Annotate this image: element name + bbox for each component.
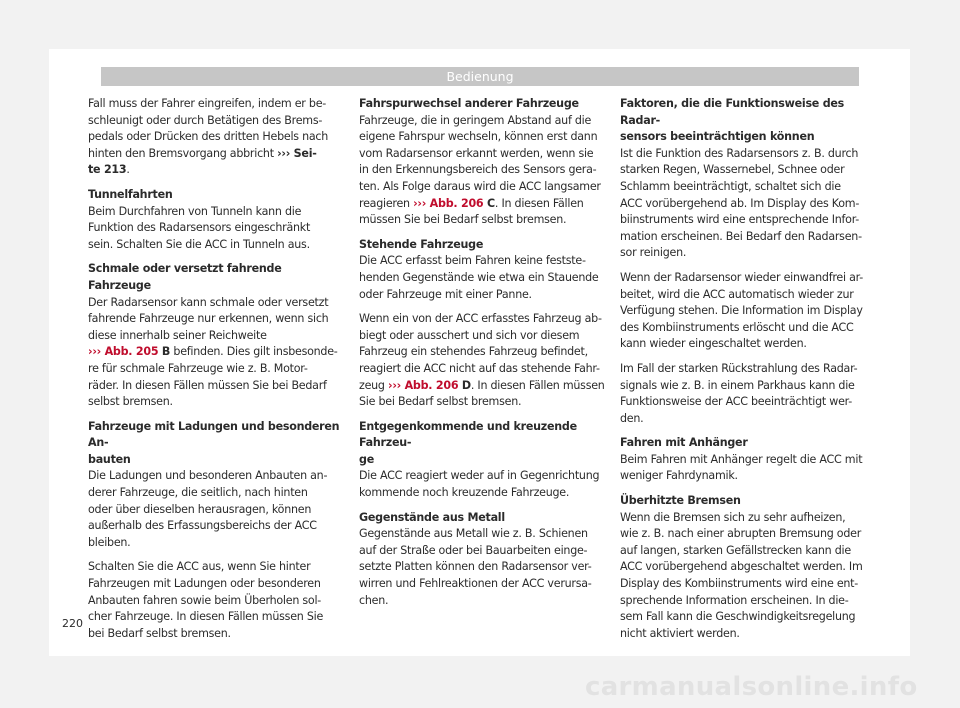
paragraph-factors-2: Wenn der Radarsensor wieder einwandfrei ar- beitet, wird die ACC automatisch wieder zur Verfügung stehen. Die Information im Display des Kombiinstruments erlöscht und die ACC kann wieder eingeschaltet werden. bbox=[620, 270, 864, 351]
stationary-text-b: . In diesen Fällen müssen Sie bei Bedarf selbst bremsen. bbox=[359, 378, 605, 409]
page-number: 220 bbox=[62, 617, 83, 630]
text-column-2 bbox=[359, 96, 611, 609]
figure-letter: B bbox=[158, 345, 171, 359]
paragraph-stationary-2 bbox=[359, 311, 611, 411]
text-column-1 bbox=[88, 96, 340, 642]
heading-brakes: Überhitzte Bremsen bbox=[620, 494, 741, 508]
arrow-ref-icon: ››› bbox=[277, 146, 291, 160]
paragraph-stationary-1: Die ACC erfasst beim Fahren keine festste- henden Gegenstände wie etwa ein Stauende oder Fahrzeuge mit einer Panne. bbox=[359, 254, 599, 301]
figure-205-link[interactable]: Abb. 205 bbox=[100, 345, 159, 359]
paragraph-metal: Gegenstände aus Metall wie z. B. Schienen auf der Straße oder bei Bauarbeiten einge- setzte Platten können den Radarsensor ver- wirren und Fehlreaktionen der ACC verursa- chen. bbox=[359, 527, 592, 607]
paragraph-narrow-vehicles bbox=[88, 295, 340, 411]
heading-factors: Faktoren, die die Funktionsweise des Radar- sensors beeinträchtigen können bbox=[620, 97, 845, 144]
lane-text-b: . In diesen Fällen müssen Sie bei Bedarf selbst bremsen. bbox=[359, 196, 584, 227]
paragraph-loads-2: Schalten Sie die ACC aus, wenn Sie hinter Fahrzeugen mit Ladungen oder besonderen Anbauten fahren sowie beim Überholen sol- cher Fahrzeuge. In diesen Fällen müssen Sie bei Bedarf selbst bremsen. bbox=[88, 560, 324, 640]
figure-206-link[interactable]: Abb. 206 bbox=[400, 378, 459, 392]
heading-stationary: Stehende Fahrzeuge bbox=[359, 237, 484, 251]
arrow-ref-icon: ››› bbox=[413, 196, 427, 210]
intro-end: . bbox=[126, 163, 130, 177]
paragraph-trailer: Beim Fahren mit Anhänger regelt die ACC mit weniger Fahrdynamik. bbox=[620, 452, 863, 483]
heading-metal: Gegenstände aus Metall bbox=[359, 510, 505, 524]
paragraph-brakes: Wenn die Bremsen sich zu sehr aufheizen, wie z. B. nach einer abrupten Bremsung oder auf langen, starken Gefällstrecken kann die ACC vorübergehend abgeschaltet werden. Im Display des Kombiinstruments wird eine ent- sprechende Information erscheinen. In die- sem Fall kann die Geschwindigkeitsregelung nicht aktiviert werden. bbox=[620, 510, 863, 640]
section-header: Bedienung bbox=[101, 67, 859, 86]
heading-trailer: Fahren mit Anhänger bbox=[620, 436, 748, 450]
intro-text: Fall muss der Fahrer eingreifen, indem er be- schleunigt oder durch Betätigen des Brems- pedals oder Drücken des dritten Hebels nach hinten den Bremsvorgang abbricht bbox=[88, 97, 329, 160]
heading-loads: Fahrzeuge mit Ladungen und besonderen An- bauten bbox=[88, 419, 340, 466]
heading-tunnel: Tunnelfahrten bbox=[88, 187, 173, 201]
paragraph-loads-1: Die Ladungen und besonderen Anbauten an- derer Fahrzeuge, die seitlich, nach hinten oder über dieselben herausragen, können außerhalb des Erfassungsbereichs der ACC bleiben. bbox=[88, 469, 328, 549]
figure-206-link[interactable]: Abb. 206 bbox=[426, 196, 484, 210]
narrow-text-b: befinden. Dies gilt insbesonde- re für schmale Fahrzeuge wie z. B. Motor- räder. In diesen Fällen müssen Sie bei Bedarf selbst bremsen. bbox=[88, 345, 338, 409]
arrow-ref-icon: ››› bbox=[388, 378, 401, 392]
narrow-text-a: Der Radarsensor kann schmale oder versetzt fahrende Fahrzeuge nur erkennen, wenn sich diese innerhalb seiner Reichweite bbox=[88, 295, 329, 342]
paragraph-factors-1: Ist die Funktion des Radarsensors z. B. durch starken Regen, Wassernebel, Schnee oder Schlamm beeinträchtigt, schaltet sich die ACC vorübergehend ab. Im Display des Kom- biinstruments wird eine entsprechende Infor- mation erscheinen. Bei Bedarf den Radarsen- sor reinigen. bbox=[620, 146, 862, 260]
page-reference-link[interactable]: Sei- te 213 bbox=[88, 146, 317, 177]
heading-lane-change: Fahrspurwechsel anderer Fahrzeuge bbox=[359, 97, 579, 110]
arrow-ref-icon: ››› bbox=[88, 345, 101, 359]
stationary-text-a: Wenn ein von der ACC erfasstes Fahrzeug ab- biegt oder ausschert und sich vor diesem Fahrzeug ein stehendes Fahrzeug befindet, reagiert die ACC nicht auf das stehende Fahr- zeug bbox=[359, 312, 602, 392]
figure-letter: D bbox=[458, 378, 471, 392]
lane-text-a: Fahrzeuge, die in geringem Abstand auf die eigene Fahrspur wechseln, können erst dann vom Radarsensor erkannt werden, wenn sie in den Erkennungsbereich des Sensors gera- ten. Als Folge daraus wird die ACC langsamer reagieren bbox=[359, 113, 601, 210]
paragraph-lane-change bbox=[359, 113, 611, 229]
heading-oncoming: Entgegenkommende und kreuzende Fahrzeu- ge bbox=[359, 419, 577, 466]
intro-paragraph bbox=[88, 96, 340, 179]
paragraph-tunnel: Beim Durchfahren von Tunneln kann die Funktion des Radarsensors eingeschränkt sein. Schalten Sie die ACC in Tunneln aus. bbox=[88, 204, 311, 251]
watermark-logo: carmanualsonline.info bbox=[585, 672, 918, 702]
paragraph-oncoming: Die ACC reagiert weder auf in Gegenrichtung kommende noch kreuzende Fahrzeuge. bbox=[359, 469, 600, 500]
text-column-3 bbox=[620, 96, 872, 642]
paragraph-factors-3: Im Fall der starken Rückstrahlung des Radar- signals wie z. B. in einem Parkhaus kann die Funktionsweise der ACC beeinträchtigt wer- den. bbox=[620, 361, 858, 425]
figure-letter: C bbox=[483, 196, 495, 210]
heading-narrow-vehicles: Schmale oder versetzt fahrende Fahrzeuge bbox=[88, 262, 282, 292]
